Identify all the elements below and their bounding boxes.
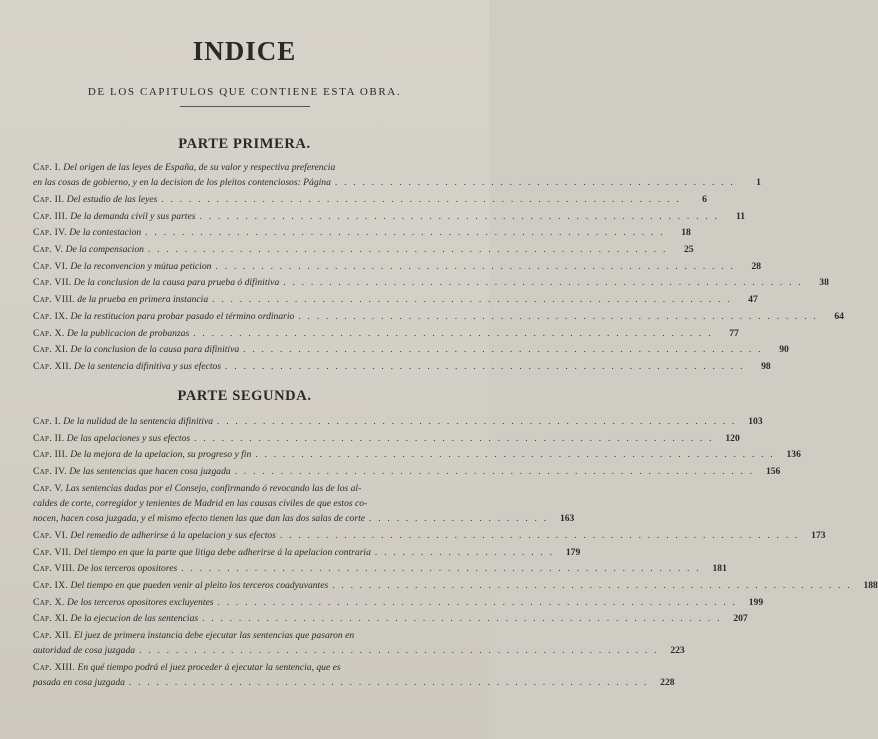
chapter-title-line: El juez de primera instancia debe ejecutar las sentencias que pasaron en xyxy=(73,630,355,642)
chapter-title-line: En qué tiempo podrá el juez proceder á ejecutar la sentencia, que es xyxy=(77,662,341,674)
chapter-number: Cap. I. xyxy=(33,162,61,173)
chapter-title-line: nocen, hacen cosa juzgada, y el mismo efecto tienen las que dan las dos salas de corte xyxy=(33,513,365,525)
chapter-number: Cap. XII. xyxy=(33,360,72,372)
toc-entry xyxy=(33,209,746,224)
toc-part-1 xyxy=(33,160,844,376)
chapter-number: Cap. VIII. xyxy=(33,563,75,575)
chapter-title-line: Las sentencias dadas por el Consejo, confirmando ó revocando las de los al- xyxy=(65,482,362,494)
page-number: 11 xyxy=(736,210,746,222)
toc-entry xyxy=(33,595,764,610)
chapter-title: De las apelaciones y sus efectos xyxy=(66,432,191,444)
toc-entry xyxy=(33,545,581,560)
toc-part-2 xyxy=(33,414,878,692)
toc-entry xyxy=(33,447,801,462)
chapter-title: De la compensacion xyxy=(65,244,144,256)
chapter-number: Cap. V. xyxy=(33,482,64,494)
chapter-number: Cap. XI. xyxy=(33,613,69,625)
toc-entry xyxy=(33,481,575,527)
dot-leader: . . . . . . . . . . . . . . . . . . . . . . . . . . . . . . . . . . . . . . . . . . . . . . . . . . . . . . . . . xyxy=(298,310,818,322)
chapter-title-line: pasada en cosa juzgada xyxy=(33,677,125,689)
toc-entry xyxy=(33,225,691,240)
chapter-title: De los terceros opositores xyxy=(77,563,178,575)
page-number: 103 xyxy=(748,416,763,427)
toc-entry xyxy=(33,528,826,543)
page-subtitle: DE LOS CAPITULOS QUE CONTIENE ESTA OBRA. xyxy=(87,86,402,98)
page-number: 64 xyxy=(834,310,844,322)
chapter-number: Cap. VII. xyxy=(33,546,72,558)
page-number: 38 xyxy=(819,277,829,289)
page-number: 18 xyxy=(681,227,691,239)
dot-leader: . . . . . . . . . . . . . . . . . . . . . . . . . . . . . . . . . . . . . . . . . . . . . . . . . . . . . . . . . xyxy=(225,360,745,372)
page-number: 90 xyxy=(779,344,789,356)
toc-entry xyxy=(33,464,781,479)
chapter-number: Cap. VI. xyxy=(33,260,68,272)
chapter-title: De la publicacion de probanzas xyxy=(66,327,190,339)
chapter-title-line: en las cosas de gobierno, y en la decision de los pleitos contenciosos: Página xyxy=(33,177,331,189)
page-number: 173 xyxy=(811,529,826,541)
dot-leader: . . . . . . . . . . . . . . . . . . . . . . . . . . . . . . . . . . . . . . . . . . . . xyxy=(334,177,735,189)
chapter-number: Cap. V. xyxy=(33,244,64,256)
chapter-number: Cap. XI. xyxy=(33,344,69,356)
chapter-number: Cap. VIII. xyxy=(33,294,75,306)
chapter-title: De la demanda civil y sus partes xyxy=(70,210,196,222)
dot-leader: . . . . . . . . . . . . . . . . . . . . . . . . . . . . . . . . . . . . . . . . . . . . . . . . . . . . . . . . . xyxy=(145,227,665,239)
toc-entry xyxy=(33,326,739,341)
dot-leader: . . . . . . . . . . . . . . . . . . . . . . . . . . . . . . . . . . . . . . . . . . . . . . . . . . . . . . . . . xyxy=(147,244,668,256)
dot-leader: . . . . . . . . . . . . . . . . . . . . . . . . . . . . . . . . . . . . . . . . . . . . . . . . . . . . . . . . . xyxy=(161,193,681,205)
chapter-number: Cap. VII. xyxy=(33,277,72,289)
chapter-number: Cap. III. xyxy=(33,210,68,222)
toc-entry xyxy=(33,192,707,207)
toc-entry xyxy=(33,259,762,274)
dot-leader: . . . . . . . . . . . . . . . . . . . . . . . . . . . . . . . . . . . . . . . . . . . . . . . . . . . . . . . . . xyxy=(199,210,720,222)
dot-leader: . . . . . . . . . . . . . . . . . . . . xyxy=(369,513,549,525)
chapter-title: De la nulidad de la sentencia difinitiva xyxy=(63,416,213,427)
chapter-number: Cap. IV. xyxy=(33,466,67,478)
chapter-title: De la ejecucion de las sentencias xyxy=(70,613,199,625)
page-number: 98 xyxy=(761,360,771,372)
chapter-number: Cap. II. xyxy=(33,432,65,444)
page-number: 47 xyxy=(748,294,758,306)
toc-entry xyxy=(33,292,758,307)
page-number: 199 xyxy=(748,596,764,608)
chapter-number: Cap. IV. xyxy=(33,227,67,239)
toc-entry xyxy=(33,359,771,374)
page-number: 181 xyxy=(712,563,727,575)
dot-leader: . . . . . . . . . . . . . . . . . . . . . . . . . . . . . . . . . . . . . . . . . . . . . . . . . . . . . . . . . xyxy=(212,294,732,306)
dot-leader: . . . . . . . . . . . . . . . . . . . . xyxy=(374,546,555,558)
dot-leader: . . . . . . . . . . . . . . . . . . . . . . . . . . . . . . . . . . . . . . . . . . . . . . . . . . . . . . . . . xyxy=(243,344,763,356)
chapter-number: Cap. III. xyxy=(33,449,68,461)
dot-leader: . . . . . . . . . . . . . . . . . . . . . . . . . . . . . . . . . . . . . . . . . . . . . . . . . . . . . . . . . xyxy=(279,529,800,541)
dot-leader: . . . . . . . . . . . . . . . . . . . . . . . . . . . . . . . . . . . . . . . . . . . . . . . . . . . . . . . . . xyxy=(255,449,775,461)
toc-entry xyxy=(33,578,878,593)
page-number: 136 xyxy=(786,449,801,461)
dot-leader: . . . . . . . . . . . . . . . . . . . . . . . . . . . . . . . . . . . . . . . . . . . . . . . . . . . . . . . . . xyxy=(283,277,803,289)
chapter-number: Cap. VI. xyxy=(33,529,68,541)
chapter-title: De la mejora de la apelacion, su progreso y fin xyxy=(70,449,252,461)
chapter-title: Del tiempo en que la parte que litiga debe adherirse á la apelacion contraria xyxy=(73,546,371,558)
toc-entry xyxy=(33,242,694,257)
part-1-title: PARTE PRIMERA. xyxy=(178,136,311,152)
divider xyxy=(180,106,310,107)
chapter-title-line: caldes de corte, corregidor y tenientes de Madrid en las causas civiles de que estos co- xyxy=(33,498,368,510)
chapter-number: Cap. IX. xyxy=(33,310,69,322)
toc-entry xyxy=(33,611,748,626)
part-2-title: PARTE SEGUNDA. xyxy=(177,388,312,404)
chapter-title: De la conclusion de la causa para prueba ó difinitiva xyxy=(73,277,280,289)
chapter-title: De los terceros opositores excluyentes xyxy=(66,596,214,608)
page-title: INDICE xyxy=(192,36,297,66)
chapter-title: De la reconvencion y mútua peticion xyxy=(70,260,212,272)
page-number: 77 xyxy=(729,327,739,339)
page-number: 1 xyxy=(756,177,761,189)
chapter-title-line: Del origen de las leyes de España, de su valor y respectiva preferencia xyxy=(63,162,336,173)
chapter-title: De la restitucion para probar pasado el término ordinario xyxy=(70,310,295,322)
page-number: 223 xyxy=(670,645,685,657)
page-number: 120 xyxy=(725,432,740,444)
toc-entry xyxy=(33,431,740,446)
chapter-title: Del remedio de adherirse á la apelacion y sus efectos xyxy=(70,529,276,541)
toc-entry xyxy=(33,275,829,290)
dot-leader: . . . . . . . . . . . . . . . . . . . . . . . . . . . . . . . . . . . . . . . . . . . . . . . . . . . . . . . . . xyxy=(234,466,755,478)
page-number: 28 xyxy=(751,260,762,272)
page-number: 228 xyxy=(660,677,675,689)
page-number: 6 xyxy=(702,193,707,205)
page-number: 25 xyxy=(683,244,694,256)
dot-leader: . . . . . . . . . . . . . . . . . . . . . . . . . . . . . . . . . . . . . . . . . . . . . . . . . . . . . . . . . xyxy=(217,596,738,608)
chapter-number: Cap. X. xyxy=(33,596,65,608)
dot-leader: . . . . . . . . . . . . . . . . . . . . . . . . . . . . . . . . . . . . . . . . . . . . . . . . . . . . . . . . . xyxy=(139,645,659,657)
chapter-number: Cap. XIII. xyxy=(33,662,76,674)
chapter-title: De las sentencias que hacen cosa juzgada xyxy=(69,466,231,478)
page-number: 156 xyxy=(765,466,781,478)
chapter-title: De la conclusion de la causa para difinitiva xyxy=(70,344,240,356)
page-number: 179 xyxy=(565,546,581,558)
chapter-title: De la sentencia difinitiva y sus efectos xyxy=(73,360,222,372)
dot-leader: . . . . . . . . . . . . . . . . . . . . . . . . . . . . . . . . . . . . . . . . . . . . . . . . . . . . . . . . . xyxy=(217,416,737,427)
chapter-number: Cap. X. xyxy=(33,327,65,339)
toc-entry xyxy=(33,309,844,324)
chapter-title: De la contestacion xyxy=(69,227,142,239)
dot-leader: . . . . . . . . . . . . . . . . . . . . . . . . . . . . . . . . . . . . . . . . . . . . . . . . . . . . . . . . . xyxy=(215,260,736,272)
dot-leader: . . . . . . . . . . . . . . . . . . . . . . . . . . . . . . . . . . . . . . . . . . . . . . . . . . . . . . . . . xyxy=(181,563,701,575)
dot-leader: . . . . . . . . . . . . . . . . . . . . . . . . . . . . . . . . . . . . . . . . . . . . . . . . . . . . . . . . . xyxy=(128,677,649,689)
chapter-title: Del estudio de las leyes xyxy=(66,193,158,205)
chapter-title: Del tiempo en que pueden venir al pleito los terceros coadyuvantes xyxy=(70,580,329,592)
dot-leader: . . . . . . . . . . . . . . . . . . . . . . . . . . . . . . . . . . . . . . . . . . . . . . . . . . . . . . . . . xyxy=(332,580,852,592)
chapter-title-line: autoridad de cosa juzgada xyxy=(33,645,136,657)
dot-leader: . . . . . . . . . . . . . . . . . . . . . . . . . . . . . . . . . . . . . . . . . . . . . . . . . . . . . . . . . xyxy=(193,327,713,339)
toc-entry xyxy=(33,342,789,357)
toc-entry xyxy=(33,561,727,576)
chapter-title: de la prueba en primera instancia xyxy=(77,294,209,306)
toc-entry xyxy=(33,628,685,658)
toc-entry xyxy=(33,160,761,190)
chapter-number: Cap. II. xyxy=(33,193,65,205)
chapter-number: Cap. I. xyxy=(33,416,61,427)
toc-entry xyxy=(33,660,675,690)
dot-leader: . . . . . . . . . . . . . . . . . . . . . . . . . . . . . . . . . . . . . . . . . . . . . . . . . . . . . . . . . xyxy=(202,613,722,625)
chapter-number: Cap. IX. xyxy=(33,580,69,592)
dot-leader: . . . . . . . . . . . . . . . . . . . . . . . . . . . . . . . . . . . . . . . . . . . . . . . . . . . . . . . . . xyxy=(194,432,714,444)
page-number: 207 xyxy=(733,613,748,625)
page-number: 188 xyxy=(863,580,878,592)
page-number: 163 xyxy=(559,513,575,525)
chapter-number: Cap. XII. xyxy=(33,630,72,642)
toc-entry xyxy=(33,414,763,429)
